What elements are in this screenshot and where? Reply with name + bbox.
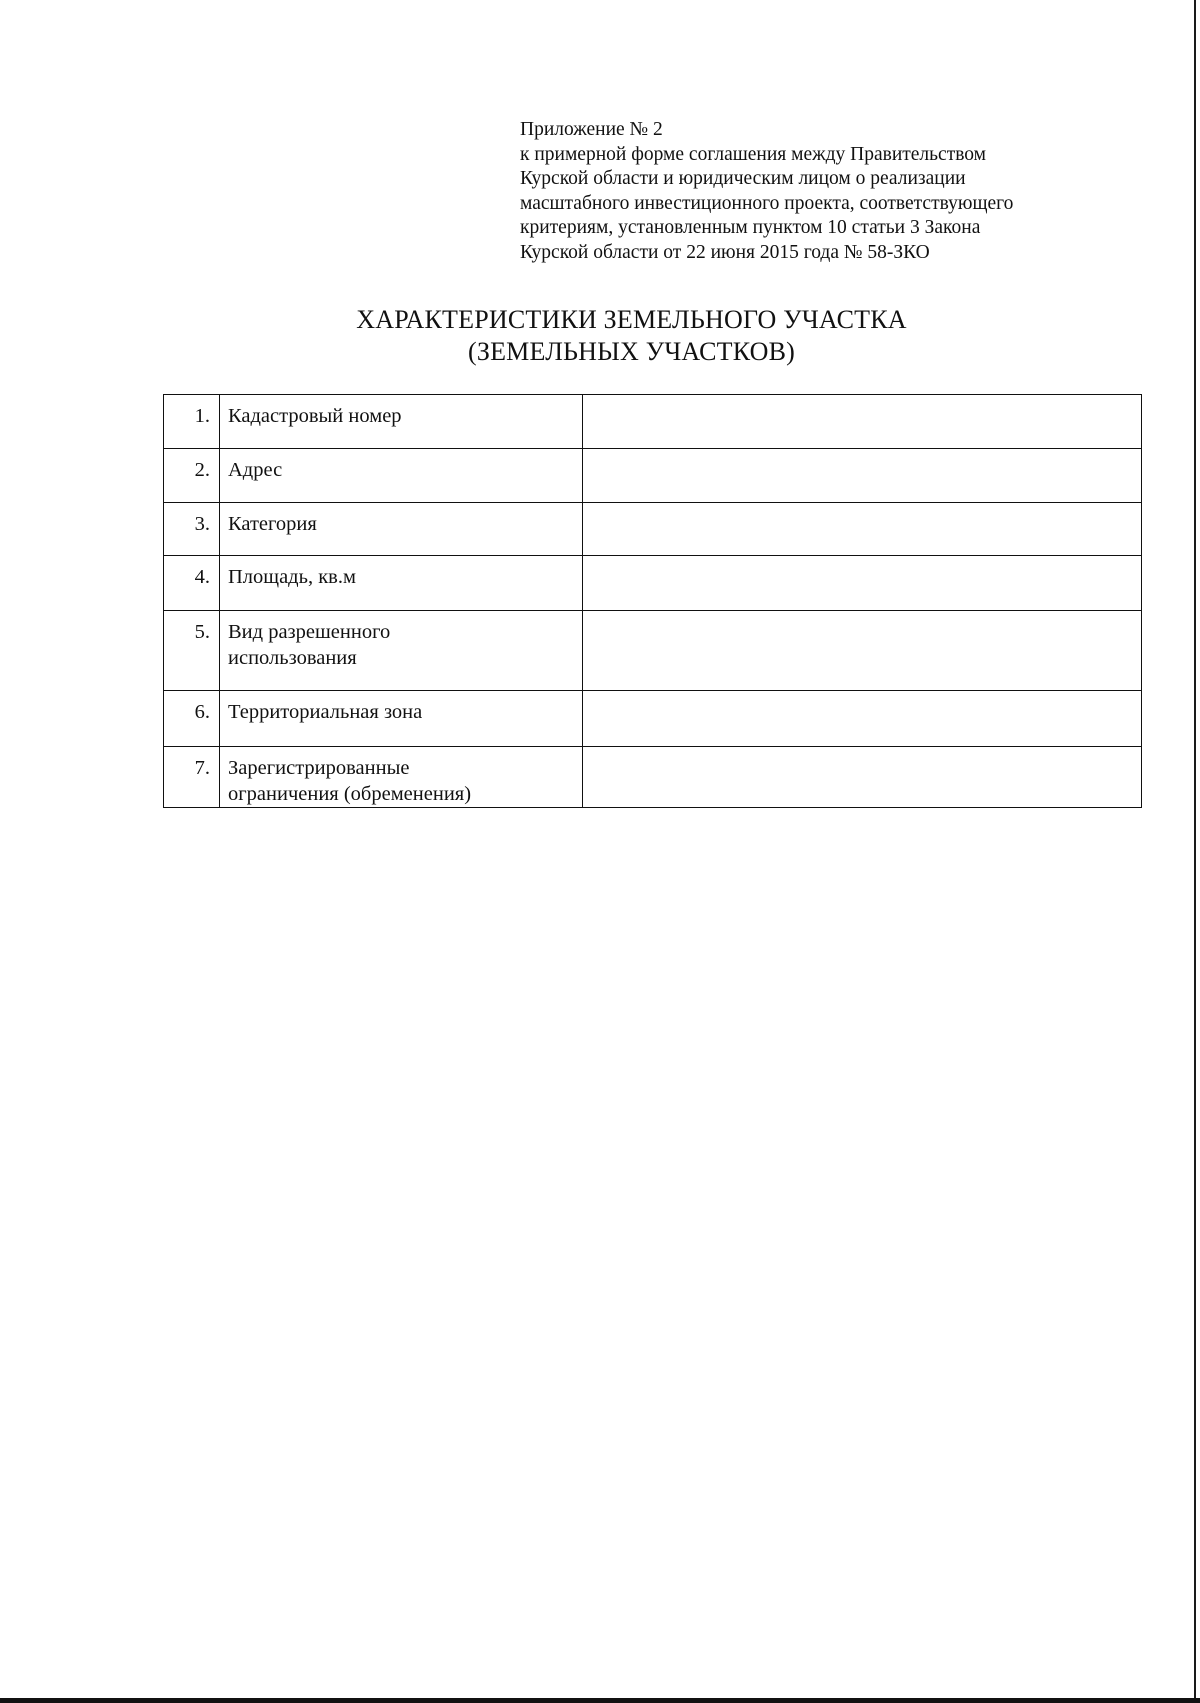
- table-row: [164, 449, 1142, 503]
- appendix-line: Курской области от 22 июня 2015 года № 58-ЗКО: [520, 241, 930, 263]
- row-label: [220, 503, 583, 556]
- row-value-cell[interactable]: [583, 503, 1142, 556]
- row-label-line: Кадастровый номер: [228, 405, 402, 427]
- appendix-line: к примерной форме соглашения между Правительством: [520, 143, 987, 165]
- appendix-line: Курской области и юридическим лицом о реализации: [520, 168, 966, 189]
- row-value-cell[interactable]: [583, 747, 1142, 808]
- row-number: 7.: [164, 747, 220, 808]
- row-label-line: использования: [228, 647, 357, 669]
- table-row: [164, 691, 1142, 747]
- row-label-line: Вид разрешенного: [228, 621, 391, 643]
- table-row: [164, 395, 1142, 449]
- table-row: [164, 747, 1142, 808]
- row-label: [220, 556, 583, 611]
- row-label-line: Адрес: [228, 459, 283, 481]
- table-row: [164, 611, 1142, 691]
- document-title: [0, 304, 1200, 368]
- document-title-line1: ХАРАКТЕРИСТИКИ ЗЕМЕЛЬНОГО УЧАСТКА: [356, 305, 907, 334]
- row-value-cell[interactable]: [583, 691, 1142, 747]
- row-value-cell[interactable]: [583, 611, 1142, 691]
- row-label-line: ограничения (обременения): [228, 783, 472, 805]
- row-label-line: Площадь, кв.м: [228, 566, 356, 588]
- row-number: 1.: [164, 395, 220, 449]
- page-edge-right: [1194, 0, 1196, 1703]
- row-label-line: Территориальная зона: [228, 701, 423, 723]
- row-number: 6.: [164, 691, 220, 747]
- row-label: [220, 395, 583, 449]
- row-number: 5.: [164, 611, 220, 691]
- table-row: [164, 556, 1142, 611]
- row-label: [220, 611, 583, 691]
- row-value-cell[interactable]: [583, 449, 1142, 503]
- row-value-cell[interactable]: [583, 556, 1142, 611]
- table-row: [164, 503, 1142, 556]
- row-label: [220, 449, 583, 503]
- document-title-line2: (ЗЕМЕЛЬНЫХ УЧАСТКОВ): [468, 337, 795, 366]
- appendix-line: критериям, установленным пунктом 10 статьи 3 Закона: [520, 217, 981, 238]
- row-value-cell[interactable]: [583, 395, 1142, 449]
- land-plot-properties-table: [163, 394, 1142, 808]
- row-label: [220, 747, 583, 808]
- row-label-line: Категория: [228, 513, 317, 535]
- appendix-line: масштабного инвестиционного проекта, соответствующего: [520, 192, 1014, 214]
- row-number: 4.: [164, 556, 220, 611]
- row-number: 3.: [164, 503, 220, 556]
- appendix-line: Приложение № 2: [520, 119, 663, 140]
- appendix-header: [520, 118, 1160, 265]
- row-number: 2.: [164, 449, 220, 503]
- page-edge-bottom: [0, 1698, 1200, 1703]
- row-label-line: Зарегистрированные: [228, 757, 410, 779]
- row-label: [220, 691, 583, 747]
